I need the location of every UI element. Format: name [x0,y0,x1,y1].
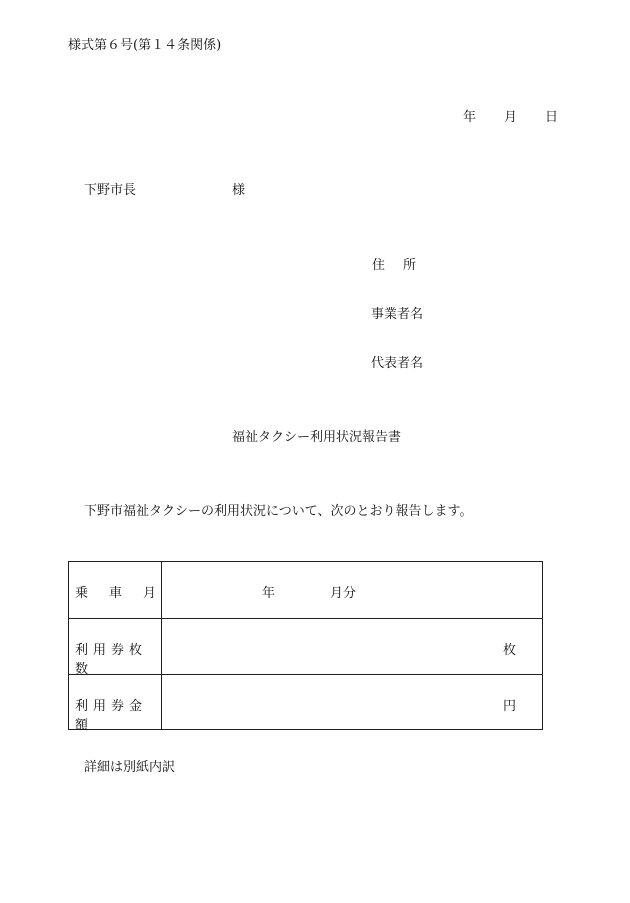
ticket-amount-unit: 円 [503,699,517,714]
label-cell [69,562,162,618]
address-label-2: 所 [403,258,417,273]
representative-label: 代表者名 [371,356,424,371]
address-label [372,258,416,274]
label-cell [69,675,162,733]
ride-month-unit: 月分 [330,586,357,601]
body-text: 下野市福祉タクシーの利用状況について、次のとおり報告します。 [84,504,473,519]
addressee [84,183,245,199]
ride-year-unit: 年 [262,586,276,601]
ride-month-label-part: 月 [143,586,157,601]
label-cell [69,619,162,675]
address-label-1: 住 [372,258,386,273]
document-title: 福祉タクシー利用状況報告書 [232,430,402,445]
ticket-amount-label: 利用券金額 [75,699,148,733]
ticket-count-unit: 枚 [503,643,517,658]
table-row-ticket-count [69,618,542,675]
addressee-honorific: 様 [232,183,246,198]
report-table [68,561,543,733]
business-name-label: 事業者名 [371,307,424,322]
date-line [463,110,558,126]
addressee-name: 下野市長 [84,183,137,198]
date-day-label: 日 [545,110,559,125]
date-month-label: 月 [504,110,518,125]
ride-month-label-part: 車 [109,586,123,601]
ticket-count-label: 利用券枚数 [75,643,148,677]
ride-month-label-part: 乗 [75,586,89,601]
table-row-ticket-amount [69,674,542,733]
note-text: 詳細は別紙内訳 [84,760,176,775]
date-year-label: 年 [463,110,477,125]
table-row-ride-month [69,562,542,618]
form-number: 様式第６号(第１４条関係) [68,38,222,53]
ride-month-label [75,582,156,601]
